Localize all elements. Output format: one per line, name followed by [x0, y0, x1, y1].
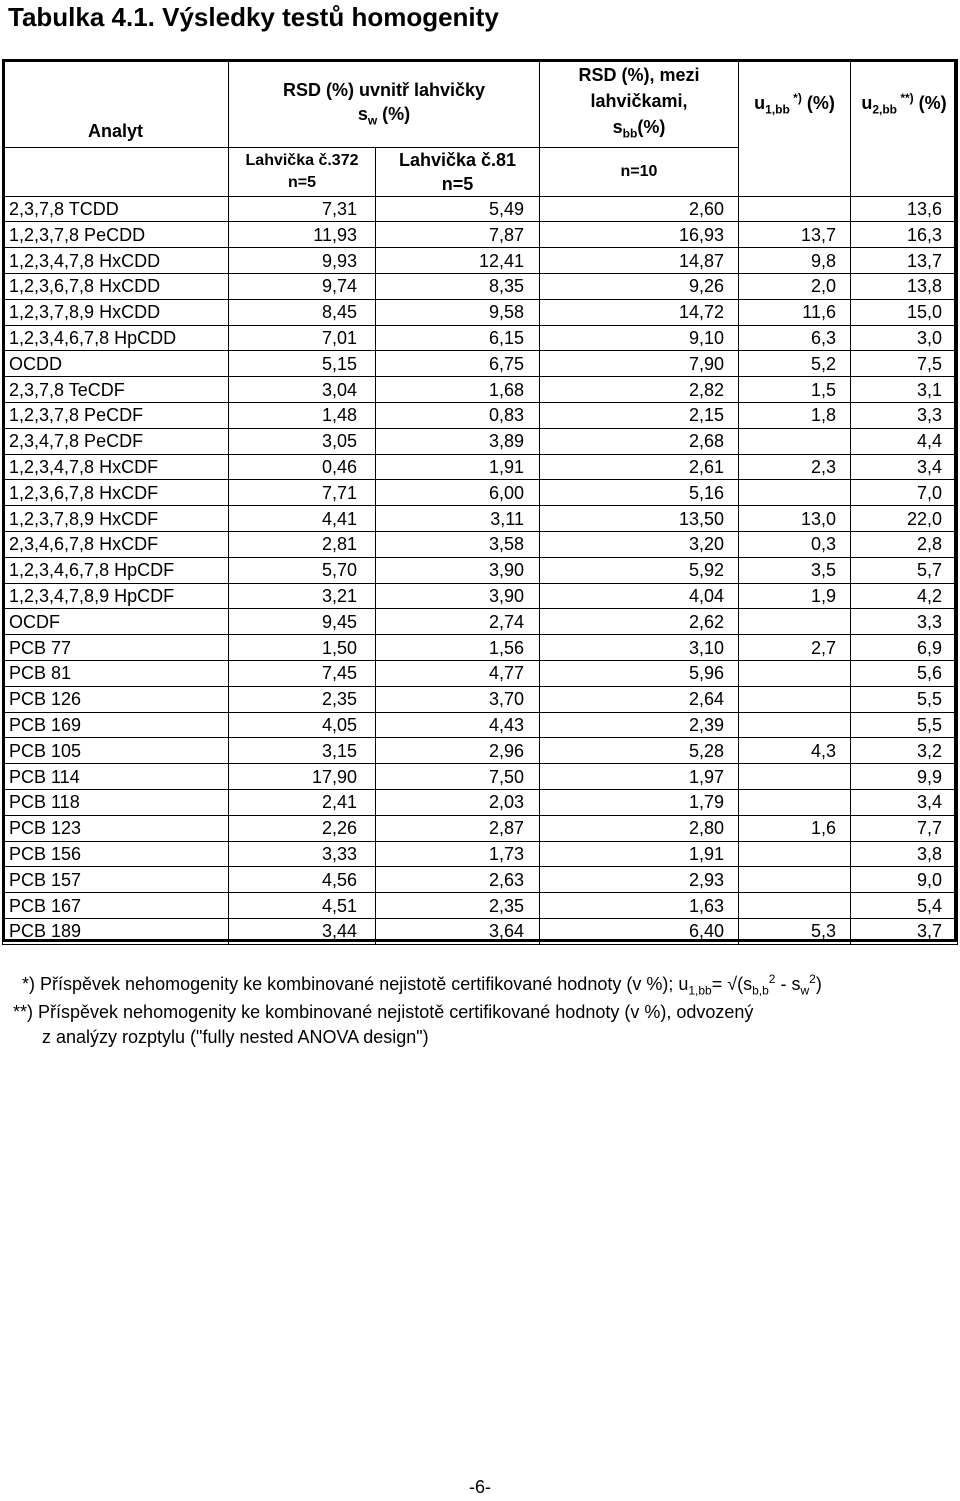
analyte-cell: PCB 126 [3, 686, 229, 712]
u1bb-cell: 2,7 [739, 635, 851, 661]
u1bb-cell: 9,8 [739, 248, 851, 274]
footnote-2-line-2: z analýzy rozptylu ("fully nested ANOVA design") [42, 1027, 429, 1047]
rsd-between-cell: 5,96 [540, 660, 739, 686]
u2bb-cell: 15,0 [851, 299, 958, 325]
analyte-cell: 2,3,4,7,8 PeCDF [3, 428, 229, 454]
rsd-within-vial-81-cell: 2,87 [376, 815, 540, 841]
u1bb-cell: 5,2 [739, 351, 851, 377]
u1bb-cell: 1,9 [739, 583, 851, 609]
u2bb-cell: 6,9 [851, 635, 958, 661]
analyte-cell: PCB 123 [3, 815, 229, 841]
u1bb-cell: 0,3 [739, 531, 851, 557]
u2bb-cell: 9,9 [851, 764, 958, 790]
rsd-within-vial-81-cell: 9,58 [376, 299, 540, 325]
rsd-within-vial-372-cell: 7,71 [229, 480, 376, 506]
u2bb-cell: 3,2 [851, 738, 958, 764]
rsd-within-vial-372-cell: 8,45 [229, 299, 376, 325]
rsd-within-vial-81-cell: 3,64 [376, 918, 540, 944]
u2bb-cell: 2,8 [851, 531, 958, 557]
rsd-within-vial-372-cell: 7,01 [229, 325, 376, 351]
u2bb-cell: 5,5 [851, 712, 958, 738]
analyte-cell: PCB 169 [3, 712, 229, 738]
analyte-cell: 1,2,3,4,7,8 HxCDD [3, 248, 229, 274]
analyte-cell: PCB 105 [3, 738, 229, 764]
rsd-within-vial-372-cell: 3,21 [229, 583, 376, 609]
analyte-cell: 1,2,3,7,8,9 HxCDF [3, 506, 229, 532]
header-rsd-between: RSD (%), mezi lahvičkami, $s_{bb}(\%)$ [540, 60, 739, 148]
rsd-between-cell: 16,93 [540, 222, 739, 248]
rsd-within-vial-81-cell: 2,35 [376, 893, 540, 919]
header-u1bb: $u_{1,bb}$ *) (%) [739, 60, 851, 197]
rsd-within-vial-81-cell: 5,49 [376, 196, 540, 222]
rsd-within-vial-81-cell: 4,77 [376, 660, 540, 686]
rsd-within-vial-372-cell: 1,50 [229, 635, 376, 661]
rsd-between-cell: 5,28 [540, 738, 739, 764]
rsd-within-vial-372-cell: 9,74 [229, 273, 376, 299]
u2bb-cell: 5,5 [851, 686, 958, 712]
u1bb-cell: 2,3 [739, 454, 851, 480]
u2bb-cell: 3,0 [851, 325, 958, 351]
header-vial-81: Lahvička č.81 n=5 [376, 147, 540, 196]
analyte-cell: OCDD [3, 351, 229, 377]
analyte-cell: PCB 114 [3, 764, 229, 790]
rsd-between-cell: 2,60 [540, 196, 739, 222]
footnote-1: *) Příspěvek nehomogenity ke kombinované nejistotě certifikované hodnoty (v %); $u_{1,bb}= √(s_{b,b}^2 - s_w^2)$ [22, 972, 822, 998]
rsd-between-cell: 9,26 [540, 273, 739, 299]
analyte-cell: 1,2,3,6,7,8 HxCDF [3, 480, 229, 506]
rsd-within-vial-81-cell: 6,75 [376, 351, 540, 377]
header-vial-372: Lahvička č.372 n=5 [229, 147, 376, 196]
rsd-within-vial-372-cell: 3,44 [229, 918, 376, 944]
rsd-within-vial-372-cell: 3,33 [229, 841, 376, 867]
rsd-within-vial-81-cell: 3,90 [376, 557, 540, 583]
u2bb-cell: 16,3 [851, 222, 958, 248]
header-analyte: Analyt [3, 60, 229, 148]
rsd-between-cell: 13,50 [540, 506, 739, 532]
rsd-between-cell: 2,68 [540, 428, 739, 454]
analyte-cell: PCB 77 [3, 635, 229, 661]
u1bb-cell: 13,7 [739, 222, 851, 248]
footnote-2-line-1: **) Příspěvek nehomogenity ke kombinované nejistotě certifikované hodnoty (v %), odvozený [13, 1002, 754, 1022]
u2bb-cell: 7,7 [851, 815, 958, 841]
rsd-within-vial-81-cell: 7,87 [376, 222, 540, 248]
analyte-cell: PCB 156 [3, 841, 229, 867]
header-n10: n=10 [540, 147, 739, 196]
rsd-within-vial-81-cell: 1,91 [376, 454, 540, 480]
rsd-within-vial-372-cell: 4,51 [229, 893, 376, 919]
u1bb-cell: 13,0 [739, 506, 851, 532]
analyte-cell: 1,2,3,4,7,8,9 HpCDF [3, 583, 229, 609]
rsd-between-cell: 14,72 [540, 299, 739, 325]
rsd-between-cell: 4,04 [540, 583, 739, 609]
analyte-cell: PCB 157 [3, 867, 229, 893]
u2bb-cell: 5,7 [851, 557, 958, 583]
rsd-between-cell: 2,61 [540, 454, 739, 480]
u2bb-cell: 5,4 [851, 893, 958, 919]
u1bb-cell: 4,3 [739, 738, 851, 764]
u2bb-cell: 7,5 [851, 351, 958, 377]
rsd-within-vial-372-cell: 9,93 [229, 248, 376, 274]
rsd-within-vial-81-cell: 3,90 [376, 583, 540, 609]
analyte-cell: PCB 81 [3, 660, 229, 686]
rsd-within-vial-372-cell: 5,70 [229, 557, 376, 583]
header-u2bb: $u_{2,bb}$ **) (%) [851, 60, 958, 197]
analyte-cell: 2,3,7,8 TeCDF [3, 377, 229, 403]
page-title: Tabulka 4.1. Výsledky testů homogenity [8, 2, 499, 32]
rsd-between-cell: 6,40 [540, 918, 739, 944]
rsd-within-vial-372-cell: 4,05 [229, 712, 376, 738]
rsd-within-vial-372-cell: 5,15 [229, 351, 376, 377]
rsd-within-vial-372-cell: 17,90 [229, 764, 376, 790]
u1bb-cell: 11,6 [739, 299, 851, 325]
u2bb-cell: 9,0 [851, 867, 958, 893]
rsd-within-vial-81-cell: 3,11 [376, 506, 540, 532]
u2bb-cell: 13,6 [851, 196, 958, 222]
rsd-within-vial-372-cell: 2,41 [229, 789, 376, 815]
rsd-within-vial-81-cell: 0,83 [376, 402, 540, 428]
rsd-within-vial-81-cell: 2,96 [376, 738, 540, 764]
rsd-within-vial-81-cell: 12,41 [376, 248, 540, 274]
rsd-between-cell: 3,20 [540, 531, 739, 557]
rsd-between-cell: 2,64 [540, 686, 739, 712]
rsd-within-vial-81-cell: 1,68 [376, 377, 540, 403]
rsd-between-cell: 1,97 [540, 764, 739, 790]
rsd-between-cell: 2,82 [540, 377, 739, 403]
analyte-cell: 2,3,7,8 TCDD [3, 196, 229, 222]
analyte-cell: 1,2,3,7,8 PeCDD [3, 222, 229, 248]
u2bb-cell: 3,1 [851, 377, 958, 403]
rsd-between-cell: 2,93 [540, 867, 739, 893]
rsd-between-cell: 2,39 [540, 712, 739, 738]
rsd-between-cell: 9,10 [540, 325, 739, 351]
analyte-cell: PCB 118 [3, 789, 229, 815]
analyte-cell: 1,2,3,6,7,8 HxCDD [3, 273, 229, 299]
rsd-between-cell: 14,87 [540, 248, 739, 274]
analyte-cell: 1,2,3,4,7,8 HxCDF [3, 454, 229, 480]
analyte-cell: 1,2,3,7,8 PeCDF [3, 402, 229, 428]
page-number: -6- [469, 1477, 491, 1497]
header-rsd-within: RSD (%) uvnitř lahvičky $s_w$ (%) [229, 60, 540, 148]
u2bb-cell: 3,3 [851, 609, 958, 635]
u2bb-cell: 3,4 [851, 454, 958, 480]
rsd-within-vial-81-cell: 4,43 [376, 712, 540, 738]
analyte-cell: 1,2,3,4,6,7,8 HpCDF [3, 557, 229, 583]
u2bb-cell: 3,7 [851, 918, 958, 944]
u2bb-cell: 4,4 [851, 428, 958, 454]
analyte-cell: 2,3,4,6,7,8 HxCDF [3, 531, 229, 557]
rsd-between-cell: 1,91 [540, 841, 739, 867]
analyte-cell: OCDF [3, 609, 229, 635]
analyte-cell: PCB 189 [3, 918, 229, 944]
rsd-within-vial-81-cell: 3,58 [376, 531, 540, 557]
u2bb-cell: 13,7 [851, 248, 958, 274]
rsd-within-vial-372-cell: 7,45 [229, 660, 376, 686]
rsd-within-vial-81-cell: 3,89 [376, 428, 540, 454]
rsd-within-vial-372-cell: 11,93 [229, 222, 376, 248]
u2bb-cell: 22,0 [851, 506, 958, 532]
rsd-within-vial-372-cell: 7,31 [229, 196, 376, 222]
rsd-between-cell: 7,90 [540, 351, 739, 377]
rsd-within-vial-372-cell: 2,81 [229, 531, 376, 557]
rsd-between-cell: 1,79 [540, 789, 739, 815]
rsd-within-vial-81-cell: 2,63 [376, 867, 540, 893]
u1bb-cell: 5,3 [739, 918, 851, 944]
rsd-within-vial-372-cell: 4,41 [229, 506, 376, 532]
u1bb-cell: 1,8 [739, 402, 851, 428]
rsd-within-vial-372-cell: 0,46 [229, 454, 376, 480]
u2bb-cell: 7,0 [851, 480, 958, 506]
rsd-between-cell: 1,63 [540, 893, 739, 919]
rsd-between-cell: 5,92 [540, 557, 739, 583]
rsd-within-vial-372-cell: 2,26 [229, 815, 376, 841]
rsd-within-vial-81-cell: 2,74 [376, 609, 540, 635]
rsd-within-vial-81-cell: 1,56 [376, 635, 540, 661]
rsd-within-vial-372-cell: 3,15 [229, 738, 376, 764]
rsd-within-vial-81-cell: 3,70 [376, 686, 540, 712]
u2bb-cell: 13,8 [851, 273, 958, 299]
u2bb-cell: 4,2 [851, 583, 958, 609]
rsd-within-vial-372-cell: 9,45 [229, 609, 376, 635]
u1bb-cell: 6,3 [739, 325, 851, 351]
rsd-between-cell: 2,62 [540, 609, 739, 635]
rsd-within-vial-81-cell: 6,00 [376, 480, 540, 506]
table-outer-border [2, 59, 957, 942]
analyte-cell: 1,2,3,7,8,9 HxCDD [3, 299, 229, 325]
rsd-within-vial-372-cell: 3,05 [229, 428, 376, 454]
u1bb-cell: 2,0 [739, 273, 851, 299]
rsd-within-vial-372-cell: 2,35 [229, 686, 376, 712]
analyte-cell: PCB 167 [3, 893, 229, 919]
rsd-within-vial-81-cell: 8,35 [376, 273, 540, 299]
u1bb-cell: 3,5 [739, 557, 851, 583]
rsd-within-vial-372-cell: 4,56 [229, 867, 376, 893]
u1bb-cell: 1,6 [739, 815, 851, 841]
analyte-cell: 1,2,3,4,6,7,8 HpCDD [3, 325, 229, 351]
rsd-within-vial-81-cell: 6,15 [376, 325, 540, 351]
rsd-within-vial-81-cell: 1,73 [376, 841, 540, 867]
u2bb-cell: 3,8 [851, 841, 958, 867]
rsd-between-cell: 2,15 [540, 402, 739, 428]
rsd-within-vial-372-cell: 1,48 [229, 402, 376, 428]
rsd-within-vial-81-cell: 7,50 [376, 764, 540, 790]
u2bb-cell: 3,4 [851, 789, 958, 815]
rsd-between-cell: 3,10 [540, 635, 739, 661]
u2bb-cell: 5,6 [851, 660, 958, 686]
rsd-between-cell: 5,16 [540, 480, 739, 506]
rsd-within-vial-372-cell: 3,04 [229, 377, 376, 403]
rsd-between-cell: 2,80 [540, 815, 739, 841]
u2bb-cell: 3,3 [851, 402, 958, 428]
u1bb-cell: 1,5 [739, 377, 851, 403]
rsd-within-vial-81-cell: 2,03 [376, 789, 540, 815]
